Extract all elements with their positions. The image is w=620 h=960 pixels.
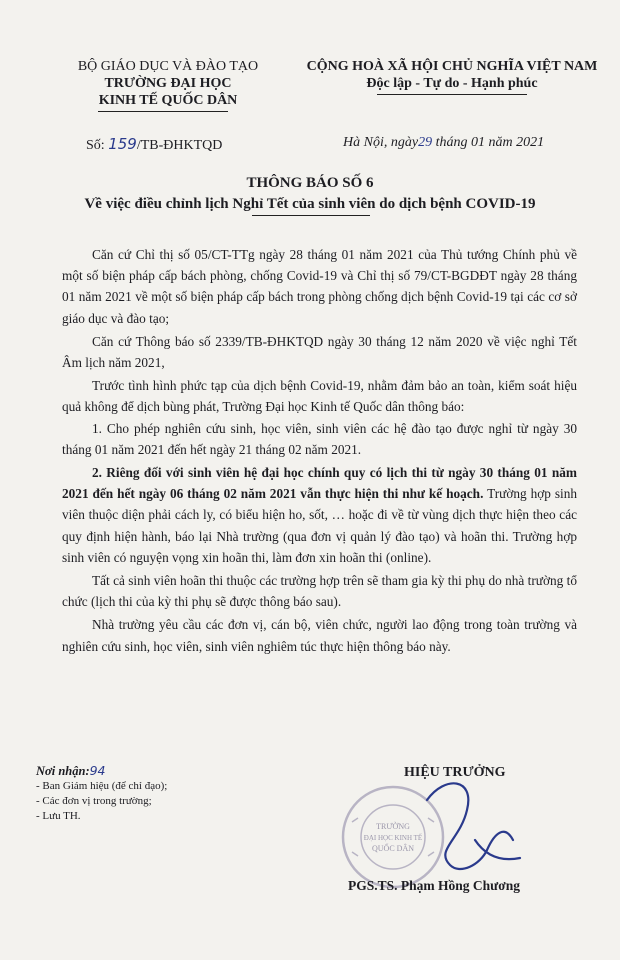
university-name-line1: TRƯỜNG ĐẠI HỌC — [104, 76, 232, 91]
signature-stroke — [427, 783, 520, 869]
date-prefix: Hà Nội, ngày — [343, 135, 419, 150]
paragraph-makeup-exam: Tất cả sinh viên hoãn thi thuộc các trường hợp trên sẽ tham gia kỳ thi phụ do nhà trường tổ chức (lịch thi của kỳ thi phụ sẽ được thông báo sau). — [62, 573, 577, 610]
country-name: CỘNG HOÀ XÃ HỘI CHỦ NGHĨA VIỆT NAM — [306, 59, 598, 74]
recipients-block — [36, 763, 256, 824]
handwritten-signature — [405, 770, 525, 880]
stamp-text-3: QUỐC DÂN — [372, 844, 414, 853]
paragraph-item-1: 1. Cho phép nghiên cứu sinh, học viên, sinh viên các hệ đào tạo được nghỉ từ ngày 30 tháng 01 năm 2021 đến hết ngày 21 tháng 02 năm 2021. — [62, 420, 577, 457]
recipient-item: - Các đơn vị trong trường; — [36, 795, 152, 807]
motto-underline — [377, 94, 527, 95]
paragraph-legal-basis-1: Căn cứ Chỉ thị số 05/CT-TTg ngày 28 tháng 01 năm 2021 của Thủ tướng Chính phủ về một số biện pháp cấp bách phòng, chống Covid-19 và Chỉ thị số 79/CT-BGDĐT ngày 28 tháng 01 năm 2021 về một số biện pháp cấp bách trong phòng chống dịch bệnh Covid-19 tại các cơ sở giáo dục và đào tạo; — [62, 247, 577, 326]
issuer-header — [48, 58, 288, 109]
paragraph-item-2 — [62, 462, 577, 568]
recipient-item: - Ban Giám hiệu (để chỉ đạo); — [36, 780, 168, 792]
recipients-label: Nơi nhận: — [36, 764, 90, 778]
ministry-name: BỘ GIÁO DỤC VÀ ĐÀO TẠO — [77, 59, 259, 74]
issuer-underline — [98, 111, 228, 112]
national-motto: Độc lập - Tự do - Hạnh phúc — [366, 76, 538, 91]
subtitle-underline — [252, 215, 370, 216]
handwritten-day: 29 — [418, 135, 433, 150]
document-date — [343, 135, 544, 151]
paragraph-request: Nhà trường yêu cầu các đơn vị, cán bộ, viên chức, người lao động trong toàn trường và nghiên cứu sinh, học viên, sinh viên nghiêm túc thực hiện thông báo này. — [62, 617, 577, 654]
number-suffix: /TB-ĐHKTQD — [136, 138, 223, 153]
document-number — [86, 135, 222, 154]
date-suffix: tháng 01 năm 2021 — [435, 135, 545, 150]
item-2-bold: 2. Riêng đối với sinh viên hệ đại học chính quy có lịch thi từ ngày 30 tháng 01 năm 2021 đến hết ngày 06 tháng 02 năm 2021 vẫn thực hiện thi như kế hoạch. — [62, 465, 577, 502]
national-header — [292, 58, 612, 92]
stamp-text-1: TRƯỜNG — [376, 822, 410, 831]
university-name-line2: KINH TẾ QUỐC DÂN — [98, 93, 238, 108]
paragraph-legal-basis-2: Căn cứ Thông báo số 2339/TB-ĐHKTQD ngày 30 tháng 12 năm 2020 về việc nghỉ Tết Âm lịch năm 2021, — [62, 333, 577, 371]
stamp-text-2: ĐẠI HỌC KINH TẾ — [363, 834, 423, 842]
number-prefix: Số: — [86, 138, 105, 153]
recipient-item: - Lưu TH. — [36, 810, 81, 822]
recipients-handwritten-mark: 94 — [89, 763, 106, 778]
notice-subtitle: Về việc điều chỉnh lịch Nghỉ Tết của sinh viên do dịch bệnh COVID-19 — [84, 196, 536, 212]
notice-title: THÔNG BÁO SỐ 6 — [246, 175, 374, 191]
signer-title: HIỆU TRƯỞNG — [404, 765, 506, 780]
item-2-rest: Trường hợp sinh viên thuộc diện phải cách ly, có biểu hiện ho, sốt, … hoặc đi về từ vùng dịch thực hiện theo các quy định hiện hành, báo lại Nhà trường (qua đơn vị quản lý đào tạo) và hoãn thi. Trường hợp sinh viên có nguyện vọng xin hoãn thi, làm đơn xin hoãn thi (online). — [62, 486, 577, 565]
paragraph-context: Trước tình hình phức tạp của dịch bệnh Covid-19, nhằm đảm bảo an toàn, kiểm soát hiệu quả không để dịch bùng phát, Trường Đại học Kinh tế Quốc dân thông báo: — [62, 378, 577, 415]
handwritten-number: 159 — [108, 135, 137, 153]
signer-name: PGS.TS. Phạm Hồng Chương — [348, 878, 520, 893]
recipients-heading — [36, 763, 256, 779]
notice-body — [62, 244, 577, 657]
